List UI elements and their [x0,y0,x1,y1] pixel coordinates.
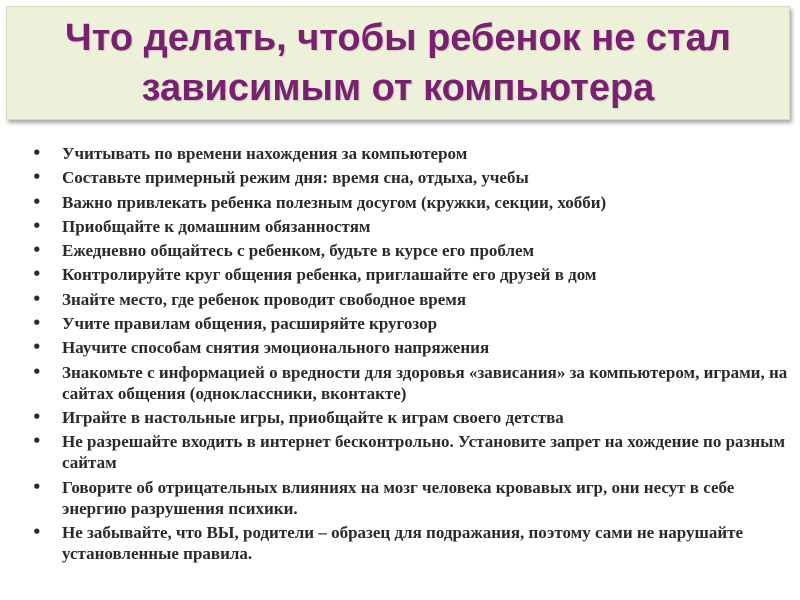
bullet-text: Научите способам снятия эмоционального напряжения [62,338,490,358]
bullet-item [30,240,790,261]
bullet-text: Составьте примерный режим дня: время сна, отдыха, учебы [62,168,529,188]
bullet-item [30,522,790,564]
bullet-dot-icon: • [32,241,42,260]
bullet-text: Учите правилам общения, расширяйте кругозор [62,314,438,334]
bullet-dot-icon: • [32,432,42,451]
bullet-dot-icon: • [32,314,42,333]
bullet-item [30,216,790,237]
bullet-dot-icon: • [32,168,42,187]
bullet-item [30,289,790,310]
bullet-text: Учитывать по времени нахождения за компьютером [62,144,468,163]
bullet-dot-icon: • [32,477,42,496]
bullet-text: Говорите об отрицательных влияниях на мозг человека кровавых игр, они несут в себе энергию разрушения психики. [62,477,735,518]
bullet-dot-icon: • [32,362,42,381]
slide-title-line-1: Что делать, чтобы ребенок не стал [65,17,731,59]
bullet-item [30,167,790,188]
bullet-text: Приобщайте к домашним обязанностям [62,216,371,236]
bullet-item [30,143,790,164]
bullet-text: Ежедневно общайтесь с ребенком, будьте в курсе его проблем [62,241,535,261]
title-box [6,6,790,120]
bullet-item [30,362,790,404]
bullet-text: Важно привлекать ребенка полезным досугом (кружки, секции, хобби) [62,192,607,212]
bullet-item [30,313,790,334]
bullet-item [30,264,790,285]
bullet-list [30,143,790,567]
bullet-dot-icon: • [32,407,42,426]
bullet-dot-icon: • [32,265,42,284]
bullet-text: Играйте в настольные игры, приобщайте к играм своего детства [62,407,564,427]
bullet-text: Знайте место, где ребенок проводит свободное время [62,289,467,309]
bullet-item [30,407,790,428]
bullet-item [30,192,790,213]
bullet-text: Не забывайте, что ВЫ, родители – образец для подражания, поэтому сами не нарушайте установленные правила. [62,522,744,563]
bullet-text: Не разрешайте входить в интернет бесконтрольно. Установите запрет на хождение по разным сайтам [62,432,786,473]
bullet-dot-icon: • [32,144,42,162]
bullet-dot-icon: • [32,216,42,235]
bullet-dot-icon: • [32,522,42,541]
bullet-text: Знакомьте с информацией о вредности для здоровья «зависания» за компьютером, играми, на сайтах общения (одноклассники, вконтакте) [62,362,788,403]
bullet-item [30,477,790,519]
slide-title-line-2: зависимым от компьютера [141,67,655,109]
bullet-item [30,337,790,358]
bullet-dot-icon: • [32,289,42,308]
bullet-item [30,431,790,473]
bullet-dot-icon: • [32,338,42,357]
bullet-text: Контролируйте круг общения ребенка, приглашайте его друзей в дом [62,265,597,285]
bullet-dot-icon: • [32,192,42,211]
